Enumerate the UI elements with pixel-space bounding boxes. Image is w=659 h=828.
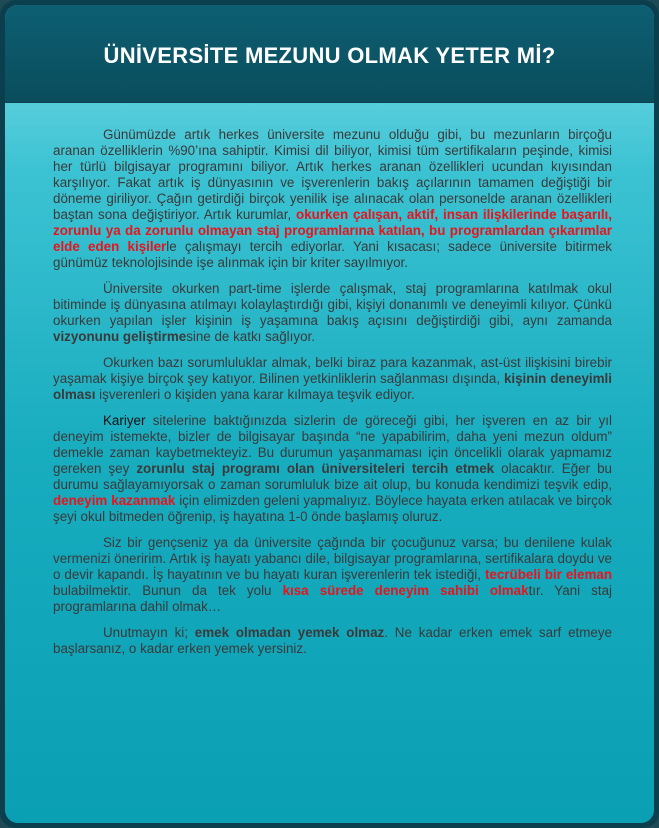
emphasis-text: kişinin deneyimli olması bbox=[53, 371, 612, 402]
body-text: . Ne kadar erken emek sarf etmeye başlarsanız, o kadar erken yemek yersiniz. bbox=[53, 625, 612, 656]
paragraph-1 bbox=[53, 127, 612, 271]
body-text: sitelerine baktığınızda sizlerin de göreceği gibi, her işveren en az bir yıl deneyim istemekte, bizler de bilgisayar başında “ne yapabilirim, daha yeni mezun oldum” demekle zaman kaybetmekteyiz. Bu durumun yaşanmaması için öncelikli olarak yapmamız gereken şey bbox=[53, 413, 612, 476]
paragraph-5 bbox=[53, 535, 612, 615]
emphasis-text: emek olmadan yemek olmaz bbox=[194, 625, 385, 640]
paragraph-3 bbox=[53, 355, 612, 403]
paragraph-2 bbox=[53, 281, 612, 345]
body-text: Günümüzde artık herkes üniversite mezunu olduğu gibi, bu mezunların birçoğu aranan özelliklerin %90’ına sahiptir. Kimisi dil biliyor, kimisi tüm sertifikaların peşinde, kimisi her türlü bilgisayar programını biliyor. Artık herkes aranan özellikleri ucundan kıyısından karşılıyor. Fakat artık iş dünyasının ve işverenlerin bakış açılarının tamamen değiştiği bir döneme giriliyor. Çağın getirdiği birçok yenilik işe alınacak olan personelde aranan özellikleri baştan sona değiştiriyor. Artık kurumlar, bbox=[53, 127, 612, 222]
highlight-text: okurken çalışan, aktif, insan ilişkilerinde başarılı, zorunlu ya da zorunlu olmayan staj programlarına katılan, bu programlardan çıkarımlar elde eden kişiler bbox=[53, 207, 612, 254]
content-panel bbox=[5, 5, 654, 823]
paragraph-4 bbox=[53, 413, 612, 525]
body-text: için elimizden geleni yapmalıyız. Böylece hayata erken atılacak ve birçok şeyi okul bitmeden öğrenip, iş hayatına 1-0 önde başlamış oluruz. bbox=[53, 493, 612, 524]
body-text: tır. Yani staj programlarına dahil olmak… bbox=[53, 583, 612, 614]
emphasis-text: vizyonunu geliştirme bbox=[53, 329, 187, 344]
body-text: Siz bir gençseniz ya da üniversite çağında bir çocuğunuz varsa; bu denilene kulak vermenizi öneririm. Artık iş hayatı yabancı dile, bilgisayar programlarına, sertifikalara doydu ve o devir kapandı. İş hayatının ve bu hayatı kuran işverenlerin tek istediği, bbox=[53, 535, 612, 582]
paragraph-6 bbox=[53, 625, 612, 657]
highlight-text: tecrübeli bir eleman bbox=[484, 567, 612, 582]
body-text: olacaktır. Eğer bu durumu sağlayamıyorsak o zaman sorumluluk bize ait olup, bu konuda kendimizi teşvik edip, bbox=[53, 461, 613, 492]
article-body bbox=[53, 127, 612, 667]
body-text: Üniversite okurken part-time işlerde çalışmak, staj programlarına katılmak okul bitiminde iş dünyasına atılmayı kolaylaştırdığı gibi, kişiyi donanımlı ve deneyimli kılıyor. Çünkü okurken yapılan işler kişinin iş yaşamına bakış açısını değiştirdiği gibi, aynı zamanda bbox=[53, 281, 612, 328]
body-text: işverenleri o kişiden yana karar kılmaya teşvik ediyor. bbox=[95, 387, 415, 402]
body-text: bulabilmektir. Bunun da tek yolu bbox=[53, 583, 283, 598]
highlight-text: deneyim kazanmak bbox=[53, 493, 176, 508]
header-bar bbox=[5, 5, 654, 103]
body-text: le çalışmayı tercih ediyorlar. Yani kısacası; sadece üniversite bitirmek günümüz teknolojisinde işe alınmak için bir kriter sayılmıyor. bbox=[53, 239, 613, 270]
emphasis-text: Kariyer bbox=[103, 413, 146, 428]
highlight-text: kısa sürede deneyim sahibi olmak bbox=[282, 583, 529, 598]
body-text: sine de katkı sağlıyor. bbox=[186, 329, 315, 344]
emphasis-text: zorunlu staj programı olan üniversiteleri tercih etmek bbox=[136, 461, 495, 476]
page-title: ÜNİVERSİTE MEZUNU OLMAK YETER Mİ? bbox=[103, 43, 556, 68]
body-text: Okurken bazı sorumluluklar almak, belki biraz para kazanmak, ast-üst ilişkisini birebir yaşamak kişiye birçok şey katıyor. Bilinen yetkinliklerin sağlanması dışında, bbox=[53, 355, 612, 386]
body-text: Unutmayın ki; bbox=[103, 625, 195, 640]
